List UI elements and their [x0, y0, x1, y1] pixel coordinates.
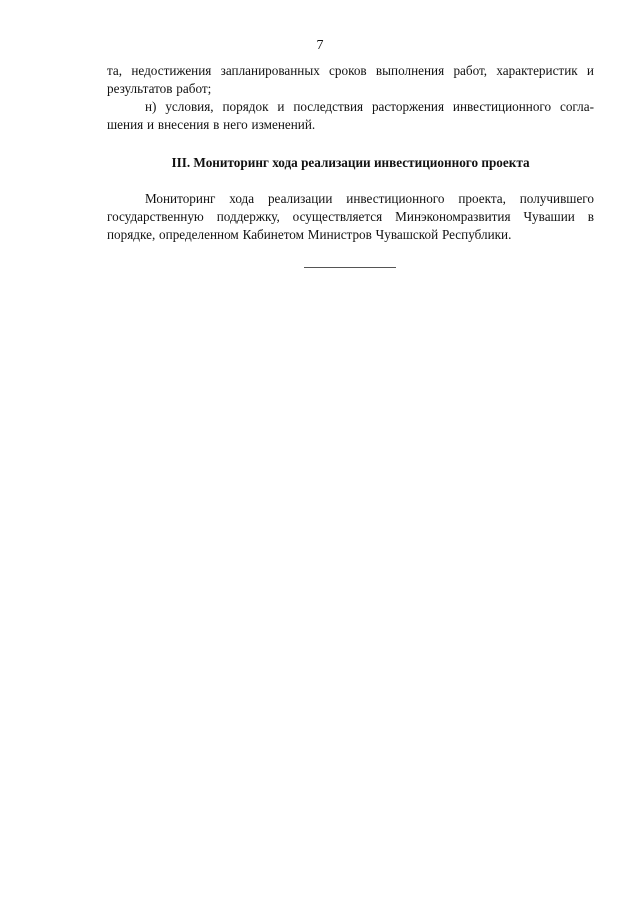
document-body — [107, 62, 594, 244]
section-title: III. Мониторинг хода реализации инвестиционного проекта — [171, 155, 530, 170]
paragraph-continuation: та, недостижения запланированных сроков выполнения работ, характеристик и результатов работ; — [107, 63, 594, 96]
end-divider-line — [304, 267, 396, 268]
section-body-paragraph: Мониторинг хода реализации инвестиционного проекта, получившего государственную поддержку, осуществляется Минэкономразвития Чувашии в порядке, определенном Кабинетом Министров Чувашской Республики. — [107, 191, 594, 242]
paragraph-item-n: н) условия, порядок и последствия расторжения инвестиционного согла-шения и внесения в него изменений. — [107, 99, 594, 132]
page-number: 7 — [316, 38, 324, 53]
